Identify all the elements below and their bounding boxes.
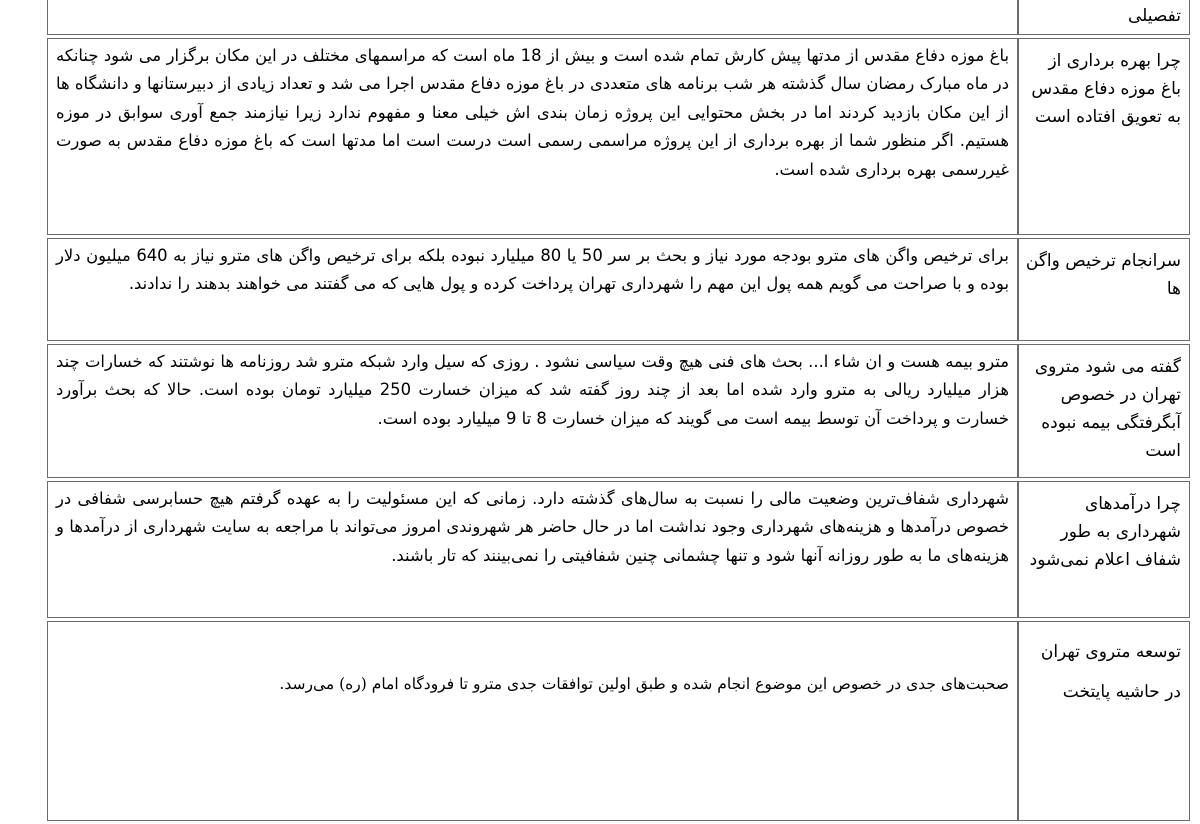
question-cell: گفته می شود متروی تهران در خصوص آبگرفتگی بیمه نبوده است: [1018, 344, 1190, 478]
qa-table: [47, 0, 1190, 824]
table-row: [47, 238, 1190, 341]
table-row: [47, 0, 1190, 35]
answer-cell: شهرداری شفاف‌ترین وضعیت مالی را نسبت به سال‌های گذشته دارد. زمانی که این مسئولیت را به عهده گرفتم هیچ حسابرسی شفافی در خصوص درآمدها و هزینه‌های شهرداری وجود نداشت اما در حال حاضر هر شهروندی امروز می‌تواند با مراجعه به سایت شهرداری از درآمدها و هزینه‌های ما به طور روزانه آنها شود و تنها چشمانی چنین شفافیتی را نمی‌بینند که تار باشند.: [47, 481, 1018, 618]
question-cell: توسعه متروی تهران در حاشیه پایتخت: [1018, 621, 1190, 821]
question-cell: تفصیلی: [1018, 0, 1190, 35]
table-row: [47, 481, 1190, 618]
answer-cell: مترو بیمه هست و ان شاء ا... بحث های فنی هیچ وقت سیاسی نشود . روزی که سیل وارد شبکه مترو شد روزنامه ها نوشتند که خسارات چند هزار میلیارد ریالی به مترو وارد شده اما بعد از چند روز گفته شد که میزان خسارت 250 میلیارد تومان بوده است. حالا که بحث برآورد خسارت و پرداخت آن توسط بیمه است می گویند که میزان خسارت 8 تا 9 میلیارد بوده است.: [47, 344, 1018, 478]
answer-cell: باغ موزه دفاع مقدس از مدتها پیش کارش تمام شده است و بیش از 18 ماه است که مراسمهای مختلف در این مکان برگزار می شود چنانکه در ماه مبارک رمضان سال گذشته هر شب برنامه های متعددی در باغ موزه دفاع مقدس اجرا می شد و تعداد زیادی از دبیرستانها و دانشگاه ها از این مکان بازدید کردند اما در بخش محتوایی این پروژه زمان بندی اش خیلی معنا و مفهوم ندارد زیرا نیازمند جمع آوری سوابق در موزه هستیم. اگر منظور شما از بهره برداری از این پروژه مراسمی رسمی است درست است اما مدتها است که باغ موزه دفاع مقدس به صورت غیررسمی بهره برداری شده است.: [47, 38, 1018, 235]
table-row: [47, 344, 1190, 478]
answer-cell: برای ترخیص واگن های مترو بودجه مورد نیاز و بحث بر سر 50 یا 80 میلیارد نبوده بلکه برای ترخیص واگن های مترو نیاز به 640 میلیون دلار بوده و با صراحت می گویم همه پول این مهم را شهرداری تهران پرداخت کرده و پول هایی که می گفتند می خواهند بدهند را ندادند.: [47, 238, 1018, 341]
table-row: [47, 621, 1190, 821]
question-cell: سرانجام ترخیص واگن ها: [1018, 238, 1190, 341]
question-cell: چرا بهره برداری از باغ موزه دفاع مقدس به تعویق افتاده است: [1018, 38, 1190, 235]
answer-cell: صحبت‌های جدی در خصوص این موضوع انجام شده و طبق اولین توافقات جدی مترو تا فرودگاه امام (ره) می‌رسد.: [47, 621, 1018, 821]
answer-cell: [47, 0, 1018, 35]
question-cell: چرا درآمدهای شهرداری به طور شفاف اعلام نمی‌شود: [1018, 481, 1190, 618]
table-row: [47, 38, 1190, 235]
